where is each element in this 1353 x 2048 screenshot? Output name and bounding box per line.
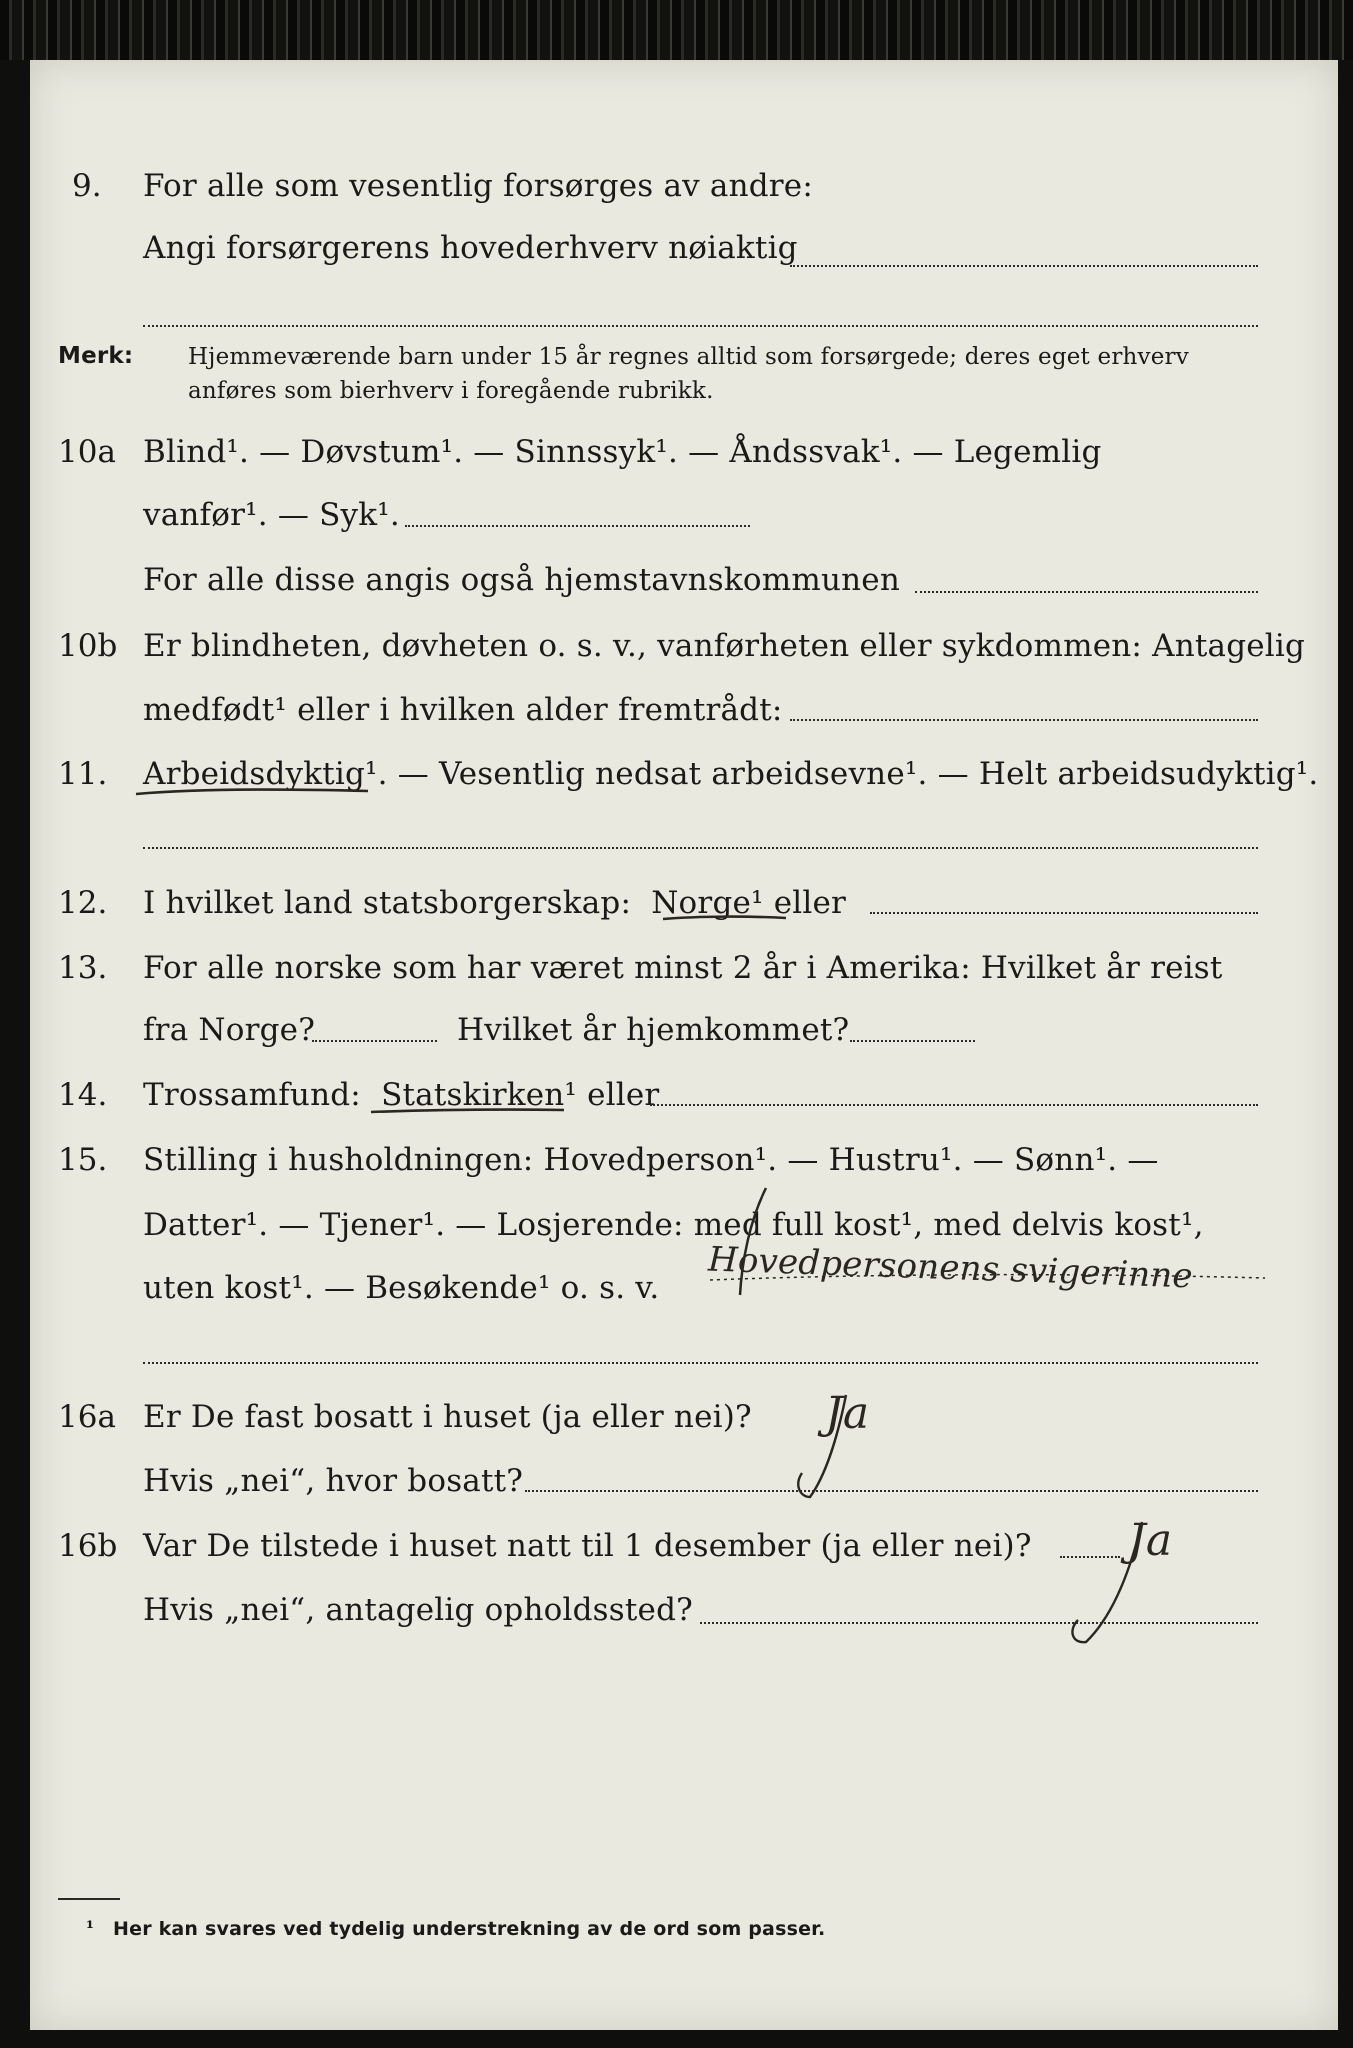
q14-number: 14. [58, 1077, 108, 1113]
q13-line2a: fra Norge? [143, 1012, 316, 1048]
q16a-answer-line[interactable] [525, 1490, 1258, 1492]
q12-handwritten-underline [660, 910, 790, 926]
q14-answer-line[interactable] [650, 1104, 1258, 1106]
merk-line1: Hjemmeværende barn under 15 år regnes alltid som forsørgede; deres eget erhverv [188, 344, 1189, 370]
q12-answer-line[interactable] [870, 912, 1258, 914]
q15-line3: uten kost¹. — Besøkende¹ o. s. v. [143, 1270, 660, 1306]
q13-reist-line[interactable] [312, 1040, 437, 1042]
q16a-number: 16a [58, 1399, 116, 1435]
q15-line2: Datter¹. — Tjener¹. — Losjerende: med full kost¹, med delvis kost¹, [143, 1207, 1204, 1243]
q14-handwritten-underline [368, 1102, 568, 1120]
q10b-line1: Er blindheten, døvheten o. s. v., vanførheten eller sykdommen: Antagelig [143, 628, 1306, 664]
footnote-text: Her kan svares ved tydelig understrekning av de ord som passer. [113, 1918, 826, 1940]
q11-extra-line[interactable] [143, 847, 1258, 849]
q12-eller: eller [773, 885, 847, 921]
q16b-line2: Hvis „nei“, antagelig opholdssted? [143, 1592, 693, 1628]
q16b-line1: Var De tilstede i huset natt til 1 desember (ja eller nei)? [143, 1528, 1032, 1564]
q16b-number: 16b [58, 1528, 118, 1564]
q16a-line1: Er De fast bosatt i huset (ja eller nei)? [143, 1399, 752, 1435]
q9-line1: For alle som vesentlig forsørges av andre: [143, 168, 813, 204]
q11-rest: . — Vesentlig nedsat arbeidsevne¹. — Helt arbeidsudyktig¹. [377, 756, 1319, 792]
q9-extra-line[interactable] [143, 325, 1258, 327]
q15-extra-line[interactable] [143, 1362, 1258, 1364]
q14-eller: eller [587, 1077, 660, 1113]
q15-line1: Stilling i husholdningen: Hovedperson¹. — Hustru¹. — Sønn¹. — [143, 1142, 1159, 1178]
q16b-handwritten-answer: Ja [1128, 1515, 1173, 1566]
q10a-line3: For alle disse angis også hjemstavnskommunen [143, 562, 900, 598]
q10a-hjemstavn-line[interactable] [915, 591, 1258, 593]
q12-number: 12. [58, 885, 108, 921]
q15-number: 15. [58, 1142, 108, 1178]
q12-label: I hvilket land statsborgerskap: [143, 885, 632, 921]
q9-line2: Angi forsørgerens hovederhverv nøiaktig [143, 230, 798, 266]
q14-label: Trossamfund: [143, 1077, 361, 1113]
q16b-handwriting-stroke [1050, 1512, 1160, 1652]
footnote-separator [58, 1898, 120, 1900]
q10b-number: 10b [58, 628, 118, 664]
merk-label: Merk: [58, 343, 134, 369]
q11-number: 11. [58, 756, 108, 792]
q13-number: 13. [58, 950, 108, 986]
q9-number: 9. [72, 168, 102, 204]
q14-option-statskirken[interactable]: Statskirken¹ [381, 1077, 578, 1113]
q12-option-norge[interactable]: Norge¹ [651, 885, 764, 921]
scan-top-edge [0, 0, 1353, 60]
q16a-handwritten-answer: Ja [825, 1388, 870, 1439]
q16a-handwriting-stroke [788, 1385, 868, 1505]
q10a-line2: vanfør¹. — Syk¹. [143, 497, 400, 533]
q13-line2b: Hvilket år hjemkommet? [457, 1012, 850, 1048]
q9-answer-line[interactable] [790, 265, 1258, 267]
q10b-line2: medfødt¹ eller i hvilken alder fremtrådt: [143, 692, 783, 728]
q10a-line1: Blind¹. — Døvstum¹. — Sinnssyk¹. — Åndssvak¹. — Legemlig [143, 434, 1102, 470]
q10b-answer-line[interactable] [790, 719, 1258, 721]
q13-line1: For alle norske som har været minst 2 år i Amerika: Hvilket år reist [143, 950, 1223, 986]
q16a-line2: Hvis „nei“, hvor bosatt? [143, 1463, 524, 1499]
merk-line2: anføres som bierhverv i foregående rubrikk. [188, 378, 714, 404]
footnote-mark: ¹ [86, 1918, 95, 1939]
q10a-number: 10a [58, 434, 116, 470]
q16b-answer-line[interactable] [700, 1622, 1258, 1624]
q10a-answer-line[interactable] [405, 525, 750, 527]
q13-hjemkommet-line[interactable] [850, 1040, 975, 1042]
q11-handwritten-underline [132, 782, 372, 802]
q15-handwritten-answer: Hovedpersonens svigerinne [707, 1239, 1194, 1297]
q11-option-arbeidsdyktig[interactable]: Arbeidsdyktig¹ [143, 756, 378, 792]
